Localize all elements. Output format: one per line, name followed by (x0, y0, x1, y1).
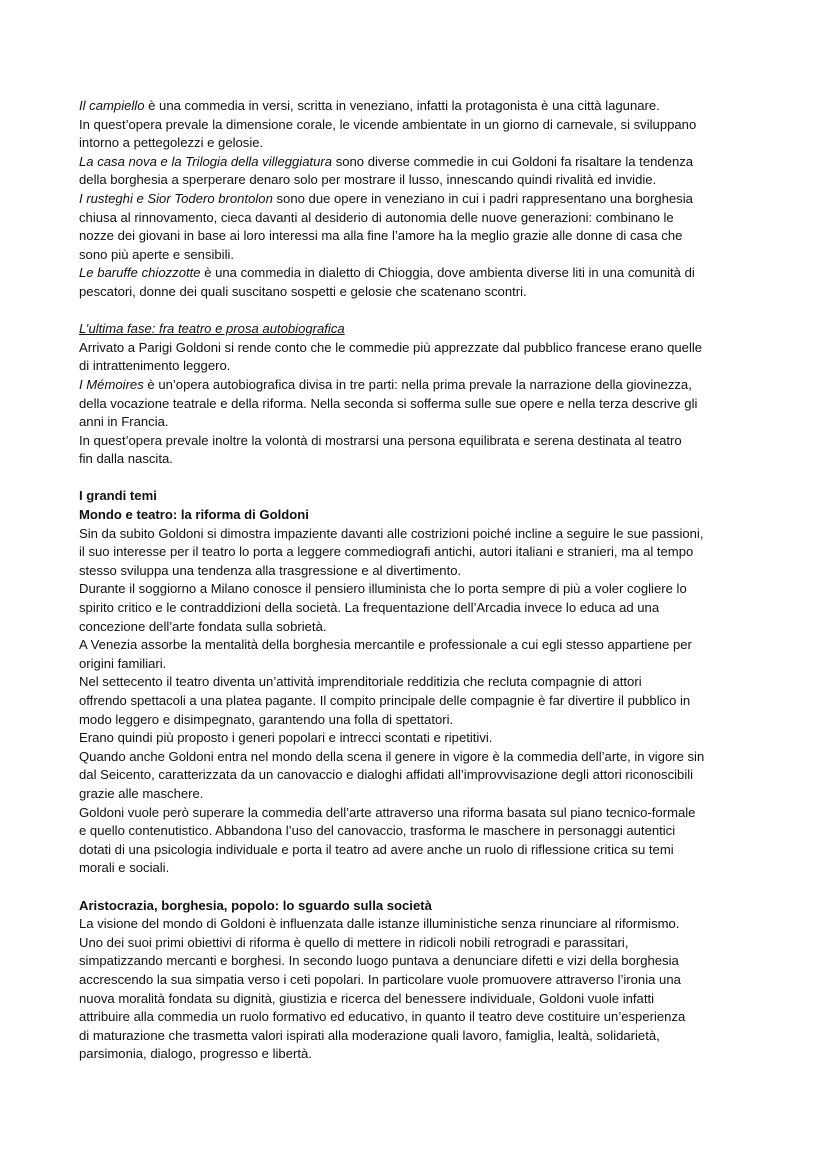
text-line: Quando anche Goldoni entra nel mondo della scena il genere in vigore è la commedia dell’arte, in vigore sin (79, 748, 705, 764)
text-line: morali e sociali. (79, 860, 170, 876)
work-title: Il campiello (79, 98, 145, 113)
text-line: attribuire alla commedia un ruolo formativo ed educativo, in quanto il teatro deve costituire un’esperienza (79, 1009, 686, 1025)
text-line: chiusa al rinnovamento, cieca davanti al desiderio di autonomia delle nuove generazioni: combinano le (79, 209, 674, 225)
text-line: Arrivato a Parigi Goldoni si rende conto che le commedie più apprezzate dal pubblico francese erano quelle (79, 339, 703, 355)
text-line: Goldoni vuole però superare la commedia dell’arte attraverso una riforma basata sul piano tecnico-formale (79, 804, 696, 820)
text-line: origini familiari. (79, 655, 167, 671)
text-line: In quest’opera prevale inoltre la volontà di mostrarsi una persona equilibrata e serena destinata al teatro (79, 432, 682, 448)
text-line: A Venezia assorbe la mentalità della borghesia mercantile e professionale a cui egli stesso appartiene per (79, 637, 692, 653)
text-line: pescatori, donne dei quali suscitano sospetti e gelosie che scatenano scontri. (79, 283, 527, 299)
work-title: Le baruffe chiozzotte (79, 265, 201, 281)
paragraph-le-baruffe (79, 264, 768, 283)
spacer (79, 302, 768, 321)
work-title: La casa nova e la Trilogia della villeggiatura (79, 153, 333, 169)
text-line: Uno dei suoi primi obiettivi di riforma è quello di mettere in ridicoli nobili retrogradi e parassitari, (79, 934, 629, 950)
text-line: La visione del mondo di Goldoni è influenzata dalle istanze illuministiche senza rinunciare al riformismo. (79, 916, 680, 932)
text-line: parsimonia, dialogo, progresso e libertà. (79, 1046, 312, 1062)
text-line: sono due opere in veneziano in cui i padri rappresentano una borghesia (272, 190, 693, 206)
text-line: dal Seicento, caratterizzata da un canovaccio e dialoghi affidati all’improvvisazione degli attori riconoscibili (79, 767, 694, 783)
text-line: accrescendo la sua simpatia verso i ceti popolari. In particolare vuole promuovere attraverso l’ironia una (79, 971, 681, 987)
spacer (79, 878, 768, 897)
text-line: simpatizzando mercanti e borghesi. In secondo luogo puntava a denunciare difetti e vizi della borghesia (79, 953, 679, 969)
text-line: Erano quindi più proposto i generi popolari e intrecci scontati e ripetitivi. (79, 730, 493, 746)
spacer (79, 469, 768, 488)
section-heading-ultima-fase: L’ultima fase: fra teatro e prosa autobiografica (79, 321, 345, 337)
work-title: I rusteghi e Sior Todero brontolon (79, 190, 273, 206)
text-line: di maturazione che trasmetta valori ispirati alla moderazione quali lavoro, famiglia, lealtà, solidarietà, (79, 1027, 660, 1043)
text-line: nuova moralità fondata su dignità, giustizia e ricerca del benessere individuale, Goldoni vuole infatti (79, 990, 655, 1006)
text-line: modo leggero e disimpegnato, garantendo una folla di spettatori. (79, 711, 454, 727)
paragraph-memoires (79, 376, 768, 395)
paragraph-la-casa-nova (79, 153, 768, 172)
text-line: fin dalla nascita. (79, 451, 173, 467)
text-line: spirito critico e le contraddizioni della società. La frequentazione dell’Arcadia invece lo educa ad una (79, 600, 660, 616)
text-line: è un’opera autobiografica divisa in tre parti: nella prima prevale la narrazione della giovinezza, (143, 376, 692, 392)
paragraph-i-rusteghi (79, 190, 768, 209)
text-line: intorno a pettegolezzi e gelosie. (79, 135, 264, 151)
subsection-heading-mondo-teatro: Mondo e teatro: la riforma di Goldoni (79, 507, 309, 523)
paragraph-il-campiello (79, 97, 768, 116)
text-line: Durante il soggiorno a Milano conosce il pensiero illuminista che lo porta sempre di più a voler cogliere lo (79, 581, 687, 597)
text-line: stesso sviluppa una tendenza alla trasgressione e al divertimento. (79, 562, 462, 578)
text-line: è una commedia in versi, scritta in veneziano, infatti la protagonista è una città lagunare. (144, 98, 660, 113)
text-line: offrendo spettacoli a una platea pagante. Il compito principale delle compagnie è far divertire il pubblico in (79, 693, 691, 708)
text-line: è una commedia in dialetto di Chioggia, dove ambienta diverse liti in una comunità di (200, 265, 695, 281)
text-line: sono diverse commedie in cui Goldoni fa risaltare la tendenza (332, 153, 694, 169)
text-line: dotati di una psicologia individuale e porta il teatro ad avere anche un ruolo di riflessione critica su temi (79, 841, 674, 857)
text-line: Sin da subito Goldoni si dimostra impaziente davanti alle costrizioni poiché incline a seguire le sue passioni, (79, 525, 704, 541)
text-line: nozze dei giovani in base ai loro interessi ma alla fine l’amore ha la meglio grazie alle donne di casa che (79, 228, 683, 244)
subsection-heading-aristocrazia: Aristocrazia, borghesia, popolo: lo sguardo sulla società (79, 897, 432, 913)
work-title: I Mémoires (79, 376, 144, 392)
text-line: In quest’opera prevale la dimensione corale, le vicende ambientate in un giorno di carnevale, si sviluppano (79, 116, 697, 132)
text-line: e quello contenutistico. Abbandona l’uso del canovaccio, trasforma le maschere in personaggi autentici (79, 823, 676, 839)
text-line: il suo interesse per il teatro lo porta a leggere commediografi antichi, autori italiani e stranieri, ma al tempo (79, 544, 694, 560)
text-line: anni in Francia. (79, 414, 169, 430)
text-line: della vocazione teatrale e della riforma. Nella seconda si sofferma sulle sue opere e nella terza descrive gli (79, 395, 698, 411)
text-line: di intrattenimento leggero. (79, 358, 231, 374)
section-heading-grandi-temi: I grandi temi (79, 488, 157, 504)
text-line: della borghesia a sperperare denaro solo per mostrare il lusso, innescando quindi rivalità ed invidie. (79, 172, 657, 188)
text-line: sono più aperte e sensibili. (79, 246, 235, 262)
text-line: Nel settecento il teatro diventa un’attività imprenditoriale redditizia che recluta compagnie di attori (79, 674, 642, 690)
text-line: grazie alle maschere. (79, 785, 204, 801)
text-line: concezione dell’arte fondata sulla sobrietà. (79, 618, 327, 634)
